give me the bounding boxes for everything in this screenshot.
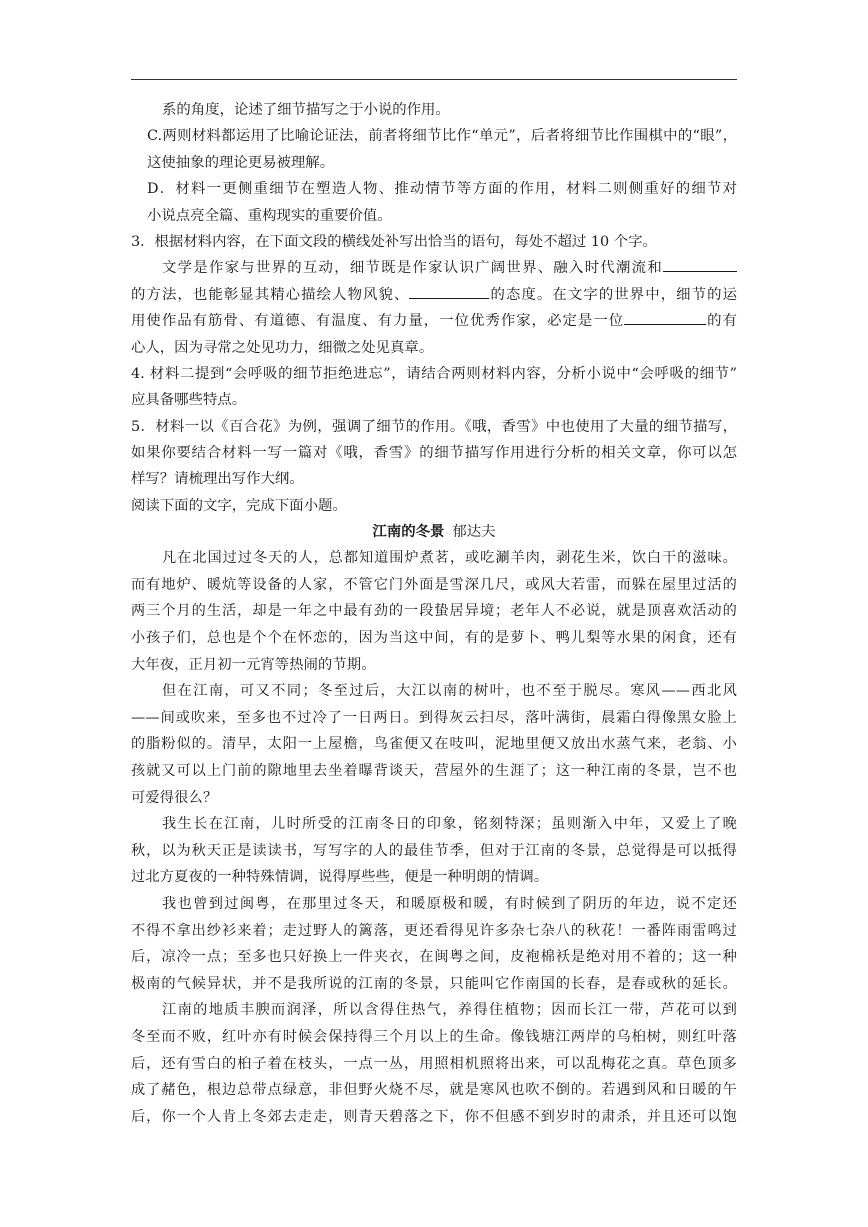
q2-option-c-cont: 这使抽象的理论更易被理解。 (147, 154, 335, 171)
essay-line: 可爱得很么？ (131, 789, 218, 806)
blank-3[interactable] (624, 308, 706, 325)
q4-stem-cont: 应具备哪些特点。 (131, 392, 247, 409)
essay-line: 凡在北国过过冬天的人，总都知道围炉煮茗，或吃涮羊肉，剥花生米，饮白干的滋味。 (162, 550, 737, 567)
essay-line: 成了赭色，根边总带点绿意，非但野火烧不尽，就是寒风也吹不倒的。若遇到风和日暖的午 (131, 1082, 737, 1099)
essay-line: 的脂粉似的。清早，太阳一上屋檐，鸟雀便又在吱叫，泥地里便又放出水蒸气来，老翁、小 (131, 736, 737, 753)
q3-stem: 3．根据材料内容，在下面文段的横线处补写出恰当的语句，每处不超过 10 个字。 (131, 233, 657, 250)
essay-line: 后，凉冷一点；至多也只好换上一件夹衣，在闽粤之间，皮袍棉袄是绝对用不着的；这一种 (131, 949, 737, 966)
essay-line: 后，还有雪白的桕子着在枝头，一点一丛，用照相机照将出来，可以乱梅花之真。草色顶多 (131, 1055, 737, 1072)
essay-line: 冬至而不败，红叶亦有时候会保持得三个月以上的生命。像钱塘江两岸的乌桕树，则红叶落 (131, 1028, 737, 1045)
q3-passage-line-4: 心人，因为寻常之处见功力，细微之处见真章。 (131, 339, 434, 356)
q2-option-c: C.两则材料都运用了比喻论证法，前者将细节比作“单元”，后者将细节比作围棋中的“眼”， (147, 128, 737, 145)
essay-line: 极南的气候异状，并不是我所说的江南的冬景，只能叫它作南国的长春，是春或秋的延长。 (131, 975, 737, 992)
q3-passage-line-2: 的方法，也能彰显其精心描绘人物风貌、 的态度。在文字的世界中，细节的运 (131, 282, 737, 308)
essay-heading (131, 519, 737, 545)
blank-2[interactable] (409, 282, 489, 299)
q5-stem-cont-2: 样写？请梳理出写作大纲。 (131, 471, 304, 488)
essay-line: 孩就又可以上门前的隙地里去坐着曝背谈天，营屋外的生涯了；这一种江南的冬景，岂不也 (131, 763, 737, 779)
essay-line: 大年夜，正月初一元宵等热闹的节期。 (131, 656, 376, 673)
q5-stem: 5．材料一以《百合花》为例，强调了细节的作用。《哦，香雪》中也使用了大量的细节描写， (131, 418, 737, 435)
blank-1[interactable] (663, 255, 737, 272)
q2-option-b-tail: 系的角度，论述了细节描写之于小说的作用。 (162, 102, 450, 118)
essay-line: 江南的地质丰腴而润泽，所以含得住热气，养得住植物；因而长江一带，芦花可以到 (162, 1002, 737, 1019)
essay-line: 小孩子们，总也是个个在怀恋的，因为当这中间，有的是萝卜、鸭儿梨等水果的闲食，还有 (131, 630, 737, 647)
q3-passage-line-3: 用使作品有筋骨、有道德、有温度、有力量，一位优秀作家，必定是一位 的有 (131, 308, 737, 334)
q3-passage-line-1: 文学是作家与世界的互动，细节既是作家认识广阔世界、融入时代潮流和 (131, 255, 737, 281)
q2-option-d: D．材料一更侧重细节在塑造人物、推动情节等方面的作用，材料二则侧重好的细节对 (147, 181, 737, 198)
essay-title: 江南的冬景 (372, 523, 445, 541)
reading-instruction: 阅读下面的文字，完成下面小题。 (131, 497, 347, 514)
essay-line: 不得不拿出纱衫来着；走过野人的篱落，更还看得见许多杂七杂八的秋花！一番阵雨雷鸣过 (131, 922, 737, 939)
document-body (131, 97, 737, 1130)
essay-line: 两三个月的生活，却是一年之中最有劲的一段蛰居异境；老年人不必说，就是顶喜欢活动的 (131, 603, 737, 620)
essay-line: 但在江南，可又不同；冬至过后，大江以南的树叶，也不至于脱尽。寒风——西北风 (162, 683, 737, 700)
essay-line: 过北方夏夜的一种特殊情调，说得厚些些，便是一种明朗的情调。 (131, 869, 549, 886)
essay-line: 我也曾到过闽粤，在那里过冬天，和暖原极和暖，有时候到了阴历的年边，说不定还 (162, 895, 737, 912)
header-rule (131, 79, 737, 80)
essay-line: 后，你一个人肯上冬郊去走走，则青天碧落之下，你不但感不到岁时的肃杀，并且还可以饱 (131, 1108, 737, 1125)
essay-author: 郁达夫 (452, 524, 496, 541)
essay-body (131, 545, 737, 1130)
essay-line: ——间或吹来，至多也不过冷了一日两日。到得灰云扫尽，落叶满街，晨霜白得像黑女脸上 (131, 709, 737, 726)
q4-stem: 4. 材料二提到“会呼吸的细节拒绝进忘”，请结合两则材料内容，分析小说中“会呼吸的细节” (131, 365, 737, 382)
essay-line: 而有地炉、暖炕等设备的人家，不管它门外面是雪深几尺，或风大若雷，而躲在屋里过活的 (131, 576, 737, 593)
essay-line: 我生长在江南，儿时所受的江南冬日的印象，铭刻特深；虽则渐入中年，又爱上了晚 (162, 816, 737, 833)
q5-stem-cont-1: 如果你要结合材料一写一篇对《哦，香雪》的细节描写作用进行分析的相关文章，你可以怎 (131, 445, 737, 462)
q2-option-d-cont: 小说点亮全篇、重构现实的重要价值。 (147, 207, 392, 224)
essay-line: 秋，以为秋天正是读读书，写写字的人的最佳节季，但对于江南的冬景，总觉得是可以抵得 (131, 842, 737, 859)
